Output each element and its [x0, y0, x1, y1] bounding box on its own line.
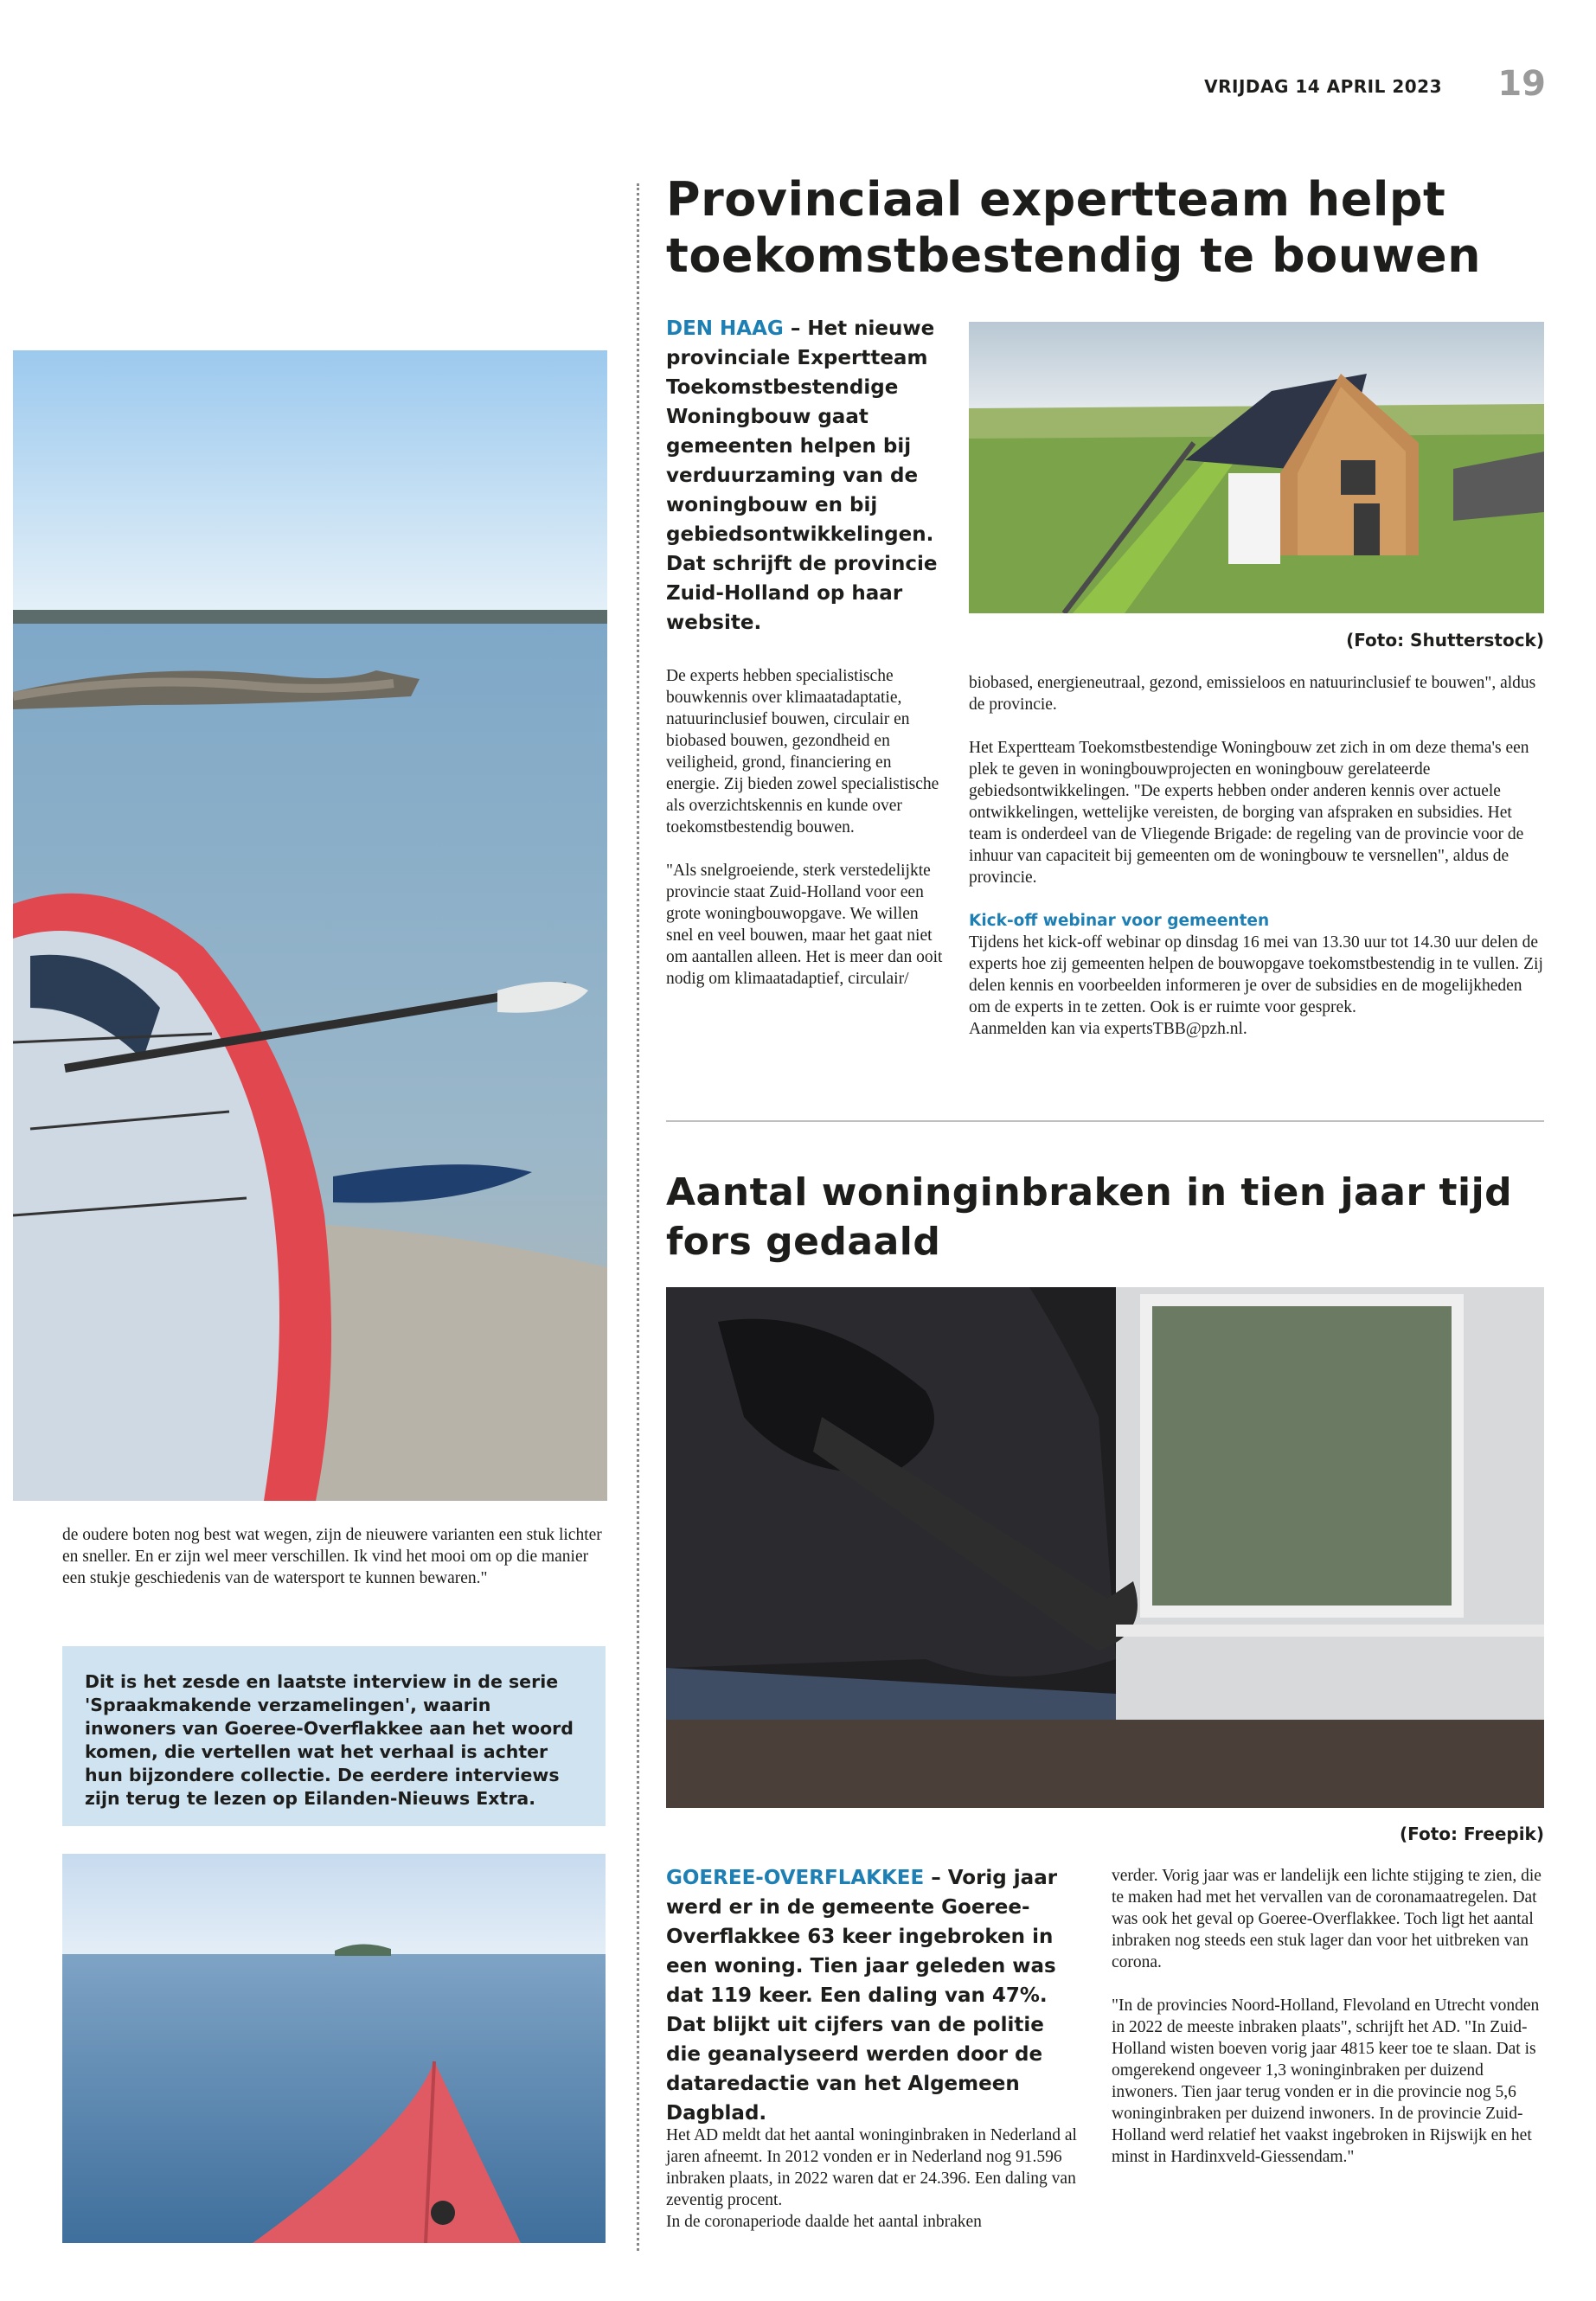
article1-lead-text: – Het nieuwe provinciale Expertteam Toekomstbestendige Woningbouw gaat gemeenten helpen bij verduurzaming van de woningbouw en bij gebiedsontwikkelingen. Dat schrijft de provincie Zuid-Holland op haar website. — [666, 317, 938, 634]
column-divider — [637, 183, 639, 2251]
article1-subheading: Kick-off webinar voor gemeenten — [969, 912, 1270, 930]
article1-col1-p1: De experts hebben specialistische bouwkennis over klimaatadaptatie, natuurinclusief bouwen, circulair en biobased bouwen, gezondheid en veiligheid, grond, financiering en energie. Zij bieden zowel specialistische als overzichtskennis en kunde over toekomstbestendig bouwen. — [666, 667, 939, 836]
article1-col2-p2: Het Expertteam Toekomstbestendige Woningbouw zet zich in om deze thema's een plek te geven in woningbouwprojecten en woningbouw gerelateerde gebiedsontwikkelingen. "De experts hebben onder anderen kennis over actuele ontwikkelingen, wettelijke vereisten, de borging van afspraken en subsidies. Het team is onderdeel van de Vliegende Brigade: de regeling van de provincie voor de inhuur van capaciteit bij gemeenten om de woningbouw te versnellen", aldus de provincie. — [969, 739, 1529, 887]
article2-col1-p1: Het AD meldt dat het aantal woninginbraken in Nederland al jaren afneemt. In 2012 vonden er in Nederland nog 91.596 inbraken plaats, in 2022 waren dat er 24.396. Een daling van zeventig procent. — [666, 2126, 1077, 2209]
kayak-bow-photo — [62, 1854, 606, 2243]
article-separator — [666, 1120, 1544, 1122]
article2-col2-p1: verder. Vorig jaar was er landelijk een lichte stijging te zien, die te maken had met het vervallen van de coronamaatregelen. Dat was ook het geval op Goeree-Overflakkee. Toch ligt het aantal inbraken nog steeds een stuk lager dan voor het uitbreken van corona. — [1112, 1867, 1542, 1971]
kayak-shore-photo — [13, 350, 607, 1501]
burglar-crowbar-photo — [666, 1287, 1544, 1808]
article2-lead-text: – Vorig jaar werd er in de gemeente Goeree-Overflakkee 63 keer ingebroken in een woning. Tien jaar geleden was dat 119 keer. Een daling van 47%. Dat blijkt uit cijfers van de politie die geanalyseerd werden door de dataredactie van het Algemeen Dagblad. — [666, 1867, 1058, 2125]
article1-col1 — [666, 665, 945, 1011]
article2-dateline: GOEREE-OVERFLAKKEE — [666, 1867, 925, 1889]
article1-lead — [666, 314, 947, 638]
article2-lead — [666, 1863, 1077, 2128]
article2-col1 — [666, 2125, 1080, 2233]
article1-photo-caption: (Foto: Shutterstock) — [1346, 630, 1544, 651]
house-solar-photo — [969, 322, 1544, 613]
article2-headline: Aantal woninginbraken in tien jaar tijd fors gedaald — [666, 1170, 1513, 1264]
article2-col2 — [1112, 1865, 1544, 2189]
left-continued-text: de oudere boten nog best wat wegen, zijn de nieuwere varianten een stuk lichter en sneller. En er zijn wel meer verschillen. Ik vind het mooi om op die manier een stukje geschiedenis van de watersport te kunnen bewaren." — [62, 1526, 602, 1587]
article1-col2-p4: Aanmelden kan via expertsTBB@pzh.nl. — [969, 1020, 1247, 1038]
article2-col1-p2: In de coronaperiode daalde het aantal inbraken — [666, 2213, 982, 2231]
article1-col2-p1: biobased, energieneutraal, gezond, emissieloos en natuurinclusief te bouwen", aldus de provincie. — [969, 674, 1536, 714]
article1-col2-p3: Tijdens het kick-off webinar op dinsdag 16 mei van 13.30 uur tot 14.30 uur delen de experts hoe zij gemeenten helpen de bouwopgave toekomstbestendig in te vullen. Zij delen kennis en voorbeelden informeren je over de subsidies en de mogelijkheden om de experts in te zetten. Ook is er ruimte voor gesprek. — [969, 933, 1543, 1016]
article2-col2-p2: "In de provincies Noord-Holland, Flevoland en Utrecht vonden in 2022 de meeste inbraken plaats", schrijft het AD. "In Zuid-Holland wisten boeven vorig jaar 4815 keer toe te slaan. Dat is omgerekend ongeveer 1,3 woninginbraken per duizend inwoners. Tien jaar terug vonden er in die provincie nog 5,6 woninginbraken per duizend inwoners. In de provincie Zuid-Holland werd relatief het vaakst ingebroken in Rijswijk en het minst in Hardinxveld-Giessendam." — [1112, 1997, 1540, 2166]
article1-dateline: DEN HAAG — [666, 317, 784, 340]
page-number: 19 — [1497, 64, 1546, 104]
article1-headline: Provinciaal expertteam helpt toekomstbestendig te bouwen — [666, 172, 1482, 283]
article1-col2 — [969, 672, 1544, 1040]
issue-date: VRIJDAG 14 APRIL 2023 — [1204, 76, 1442, 97]
article2-photo-caption: (Foto: Freepik) — [1400, 1823, 1544, 1844]
article1-col1-p2: "Als snelgroeiende, sterk verstedelijkte provincie staat Zuid-Holland voor een grote woningbouwopgave. We willen snel en veel bouwen, maar het gaat niet om aantallen alleen. Het is meer dan ooit nodig om klimaatadaptief, circulair/ — [666, 862, 943, 988]
series-info-box: Dit is het zesde en laatste interview in de serie 'Spraakmakende verzamelingen', waarin inwoners van Goeree-Overflakkee aan het woord komen, die vertellen wat het verhaal is achter hun bijzondere collectie. De eerdere interviews zijn terug te lezen op Eilanden-Nieuws Extra. — [62, 1646, 606, 1826]
